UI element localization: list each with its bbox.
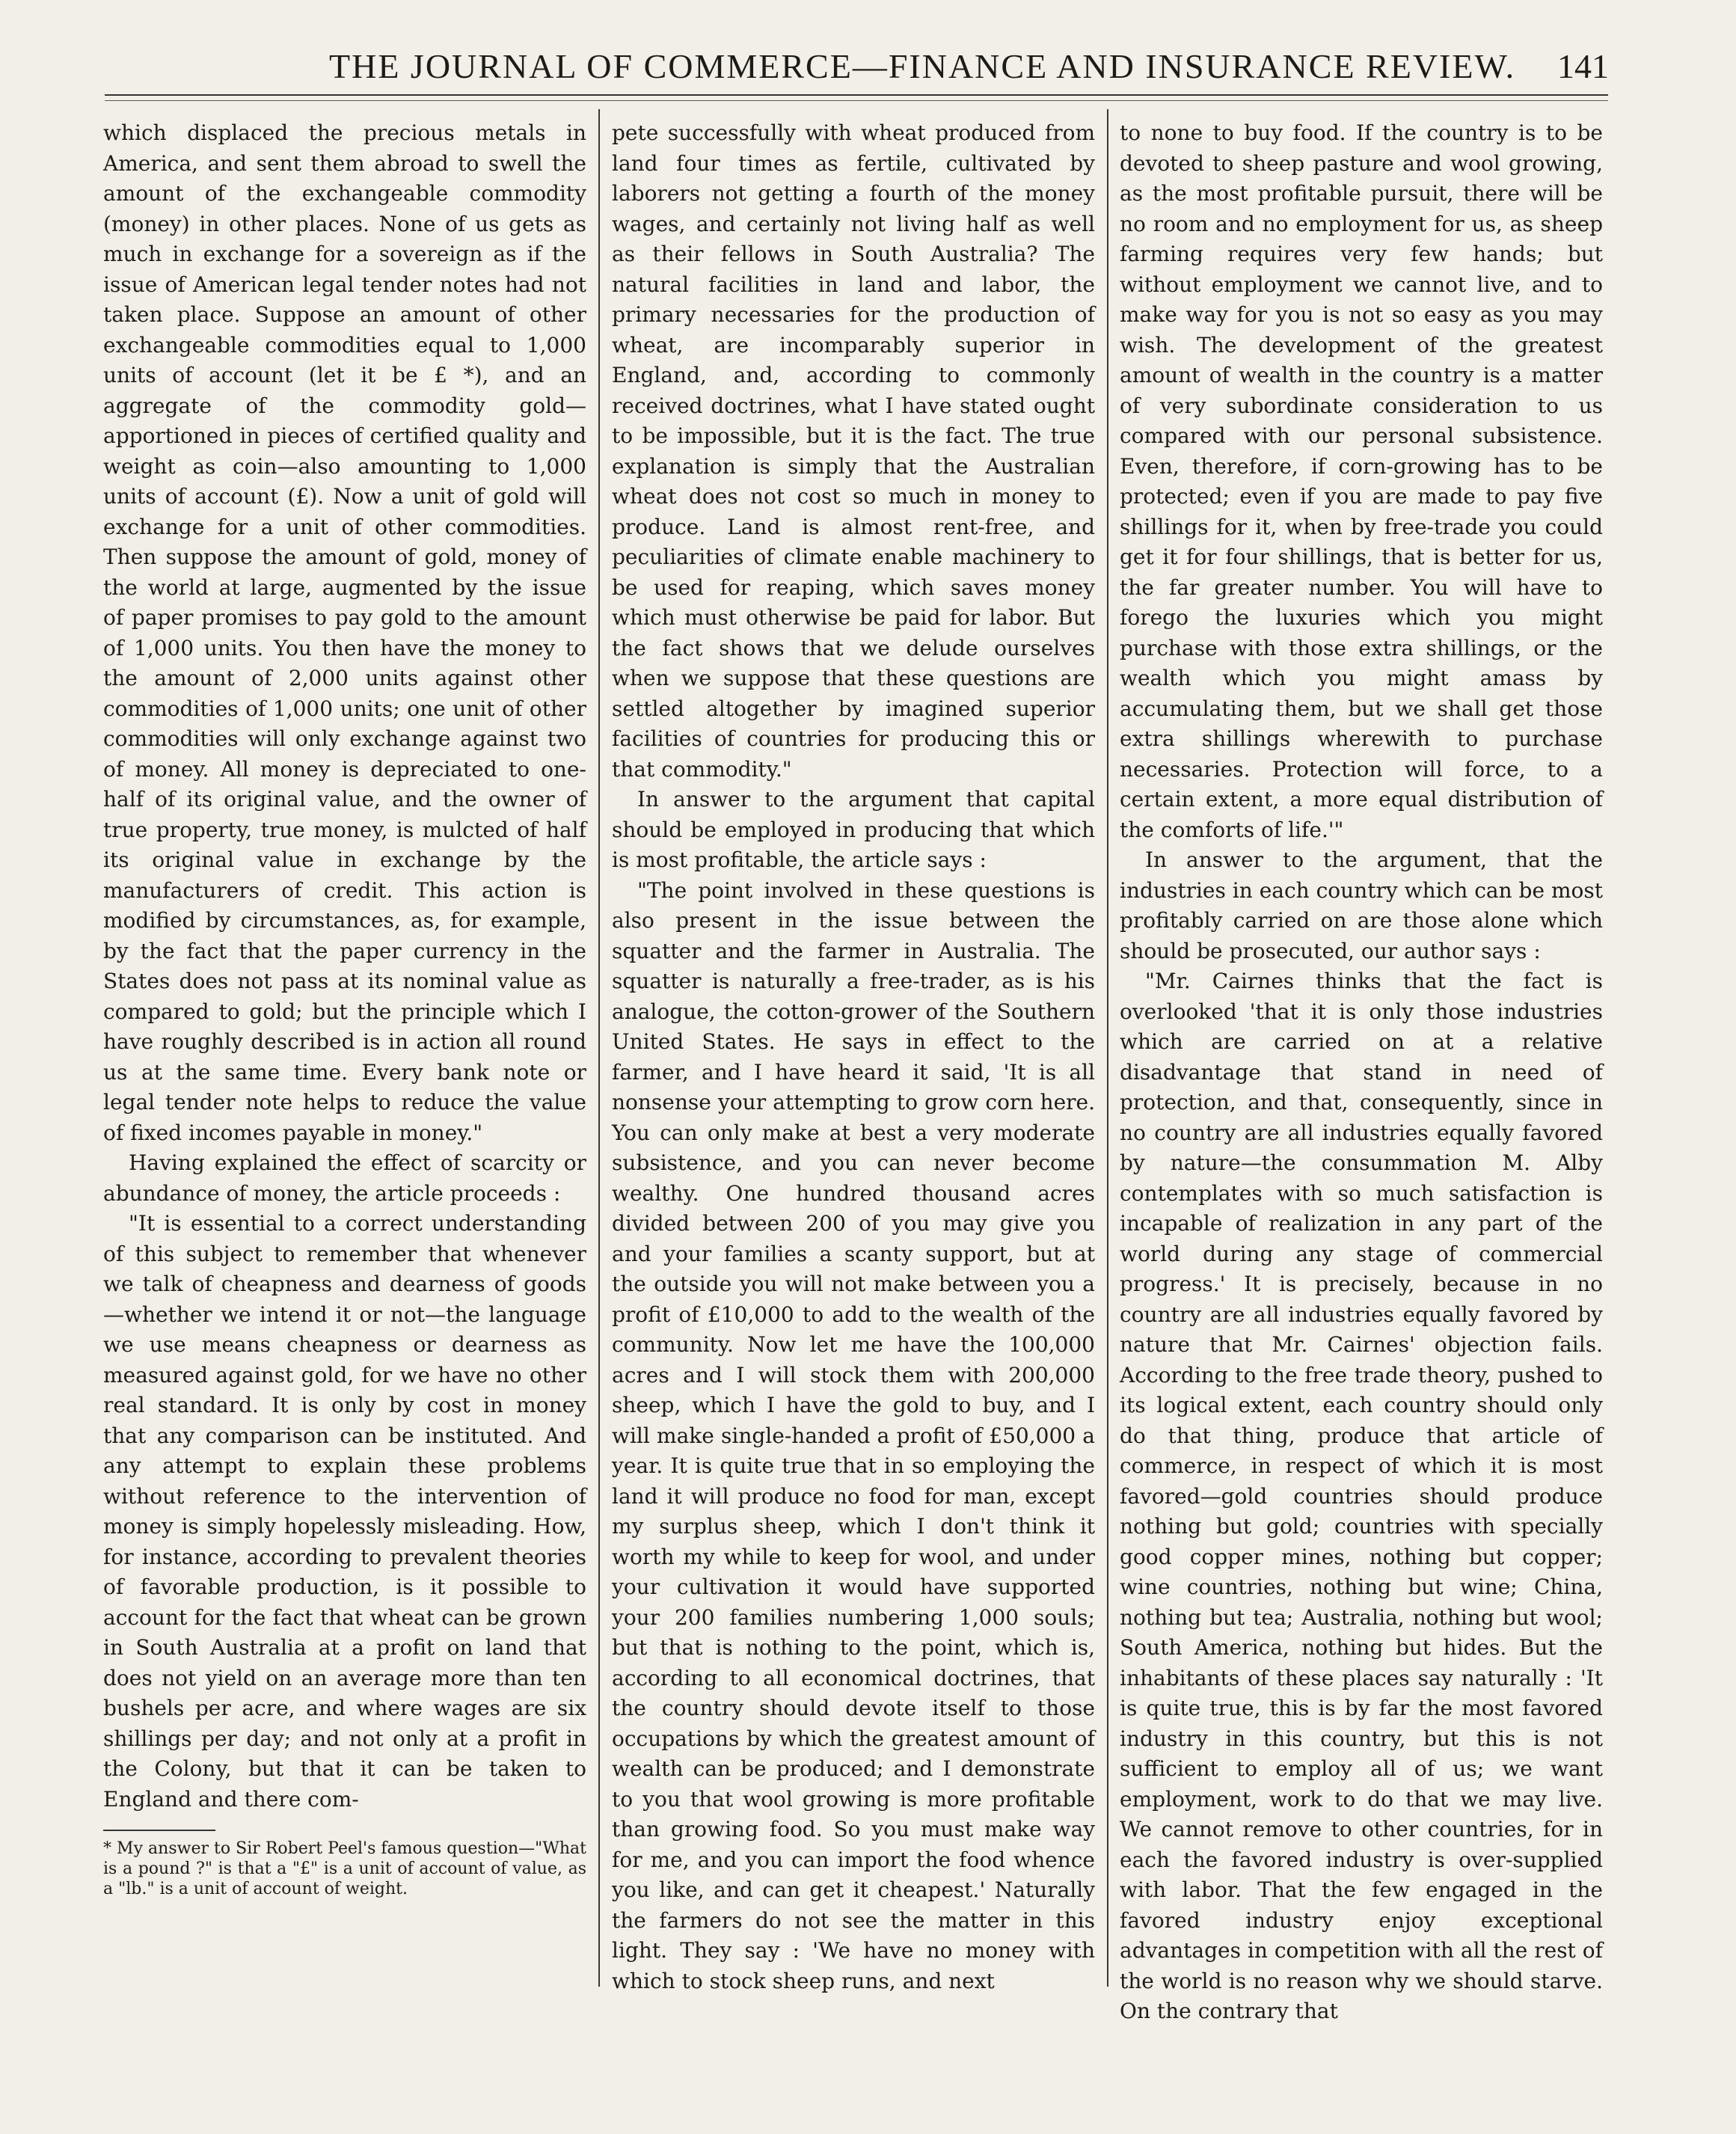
header-rule	[105, 94, 1608, 101]
paragraph: "It is essential to a correct understanding of this subject to remember that whenever we talk of cheapness and dearness of goods—whether we intend it or not—the language we use means cheapness or dearness as measured against gold, for we have no other real standard. It is only by cost in money that any comparison can be instituted. And any attempt to explain these problems without reference to the intervention of money is simply hopelessly misleading. How, for instance, according to prevalent theories of favorable production, is it possible to account for the fact that wheat can be grown in South Australia at a profit on land that does not yield on an average more than ten bushels per acre, and where wages are six shillings per day; and not only at a profit in the Colony, but that it can be taken to England and there com-	[103, 1211, 586, 1812]
column-divider	[1107, 109, 1108, 1987]
paragraph: which displaced the precious metals in America, and sent them abroad to swell the amount of the exchangeable commodity (money) in other places. None of us gets as much in exchange for a sovereign as if the issue of American legal tender notes had not taken place. Suppose an amount of other exchangeable commodities equal to 1,000 units of account (let it be £ *), and an aggregate of the commodity gold—apportioned in pieces of certified quality and weight as coin—also amounting to 1,000 units of account (£). Now a unit of gold will exchange for a unit of other commodities. Then suppose the amount of gold, money of the world at large, augmented by the issue of paper promises to pay gold to the amount of 1,000 units. You then have the money to the amount of 2,000 units against other commodities of 1,000 units; one unit of other commodities will only exchange against two of money. All money is depreciated to one-half of its original value, and the owner of true property, true money, is mulcted of half its original value in exchange by the manufacturers of credit. This action is modified by circumstances, as, for example, by the fact that the paper currency in the States does not pass at its nominal value as compared to gold; but the principle which I have roughly described is in action all round us at the same time. Every bank note or legal tender note helps to reduce the value of fixed incomes payable in money."	[103, 120, 586, 1145]
paragraph: In answer to the argument that capital should be employed in producing that which is most profitable, the article says :	[612, 787, 1095, 872]
paragraph: "Mr. Cairnes thinks that the fact is overlooked 'that it is only those industries which are carried on at a relative disadvantage that stand in need of protection, and that, consequently, since in no country are all industries equally favored by nature—the consummation M. Alby contemplates with so much satisfaction is incapable of realization in any part of the world during any stage of commercial progress.' It is precisely, because in no country are all industries equally favored by nature that Mr. Cairnes' objection fails. According to the free trade theory, pushed to its logical extent, each country should only do that thing, produce that article of commerce, in respect of which it is most favored—gold countries should produce nothing but gold; countries with specially good copper mines, nothing but copper; wine countries, nothing but wine; China, nothing but tea; Australia, nothing but wool; South America, nothing but hides. But the inhabitants of these places say naturally : 'It is quite true, this is by far the most favored industry in this country, but this is not sufficient to employ all of us; we want employment, work to do that we may live. We cannot remove to other countries, for in each the favored industry is over-supplied with labor. That the few engaged in the favored industry enjoy exceptional advantages in competition with all the rest of the world is no reason why we should starve. On the contrary that	[1120, 969, 1603, 2023]
paragraph: In answer to the argument, that the industries in each country which can be most profitably carried on are those alone which should be prosecuted, our author says :	[1120, 847, 1603, 963]
text-column-3	[1120, 118, 1603, 2023]
footnote: * My answer to Sir Robert Peel's famous question—"What is a pound ?" is that a "£" is a unit of account of value, as a "lb." is a unit of account of weight.	[103, 1839, 586, 1898]
text-column-2	[612, 118, 1095, 1993]
paragraph: to none to buy food. If the country is to be devoted to sheep pasture and wool growing, as the most profitable pursuit, there will be no room and no employment for us, as sheep farming requires very few hands; but without employment we cannot live, and to make way for you is not so easy as you may wish. The development of the greatest amount of wealth in the country is a matter of very subordinate consideration to us compared with our personal subsistence. Even, therefore, if corn-growing has to be protected; even if you are made to pay five shillings for it, when by free-trade you could get it for four shillings, that is better for us, the far greater number. You will have to forego the luxuries which you might purchase with those extra shillings, or the wealth which you might amass by accumulating them, but we shall get those extra shillings wherewith to purchase necessaries. Protection will force, to a certain extent, a more equal distribution of the comforts of life.'"	[1120, 120, 1603, 842]
paragraph: pete successfully with wheat produced from land four times as fertile, cultivated by laborers not getting a fourth of the money wages, and certainly not living half as well as their fellows in South Australia? The natural facilities in land and labor, the primary necessaries for the production of wheat, are incomparably superior in England, and, according to commonly received doctrines, what I have stated ought to be impossible, but it is the fact. The true explanation is simply that the Australian wheat does not cost so much in money to produce. Land is almost rent-free, and peculiarities of climate enable machinery to be used for reaping, which saves money which must otherwise be paid for labor. But the fact shows that we delude ourselves when we suppose that these questions are settled altogether by imagined superior facilities of countries for producing this or that commodity."	[612, 120, 1095, 782]
column-divider	[598, 109, 600, 1987]
paragraph: "The point involved in these questions is also present in the issue between the squatter and the farmer in Australia. The squatter is naturally a free-trader, as is his analogue, the cotton-grower of the Southern United States. He says in effect to the farmer, and I have heard it said, 'It is all nonsense your attempting to grow corn here. You can only make at best a very moderate subsistence, and you can never become wealthy. One hundred thousand acres divided between 200 of you may give you and your families a scanty support, but at the outside you will not make between you a profit of £10,000 to add to the wealth of the community. Now let me have the 100,000 acres and I will stock them with 200,000 sheep, which I have the gold to buy, and I will make single-handed a profit of £50,000 a year. It is quite true that in so employing the land it will produce no food for man, except my surplus sheep, which I don't think it worth my while to keep for wool, and under your cultivation it would have supported your 200 families numbering 1,000 souls; but that is nothing to the point, which is, according to all economical doctrines, that the country should devote itself to those occupations by which the greatest amount of wealth can be produced; and I demonstrate to you that wool growing is more profitable than growing food. So you must make way for me, and you can import the food whence you like, and can get it cheapest.' Naturally the farmers do not see the matter in this light. They say : 'We have no money with which to stock sheep runs, and next	[612, 877, 1095, 1993]
running-head: THE JOURNAL OF COMMERCE—FINANCE AND INSURANCE REVIEW.	[329, 47, 1516, 85]
paragraph: Having explained the effect of scarcity or abundance of money, the article proceeds :	[103, 1150, 586, 1206]
footnote-rule	[103, 1830, 215, 1831]
page-number: 141	[1557, 47, 1609, 85]
text-column-1	[103, 118, 586, 1988]
